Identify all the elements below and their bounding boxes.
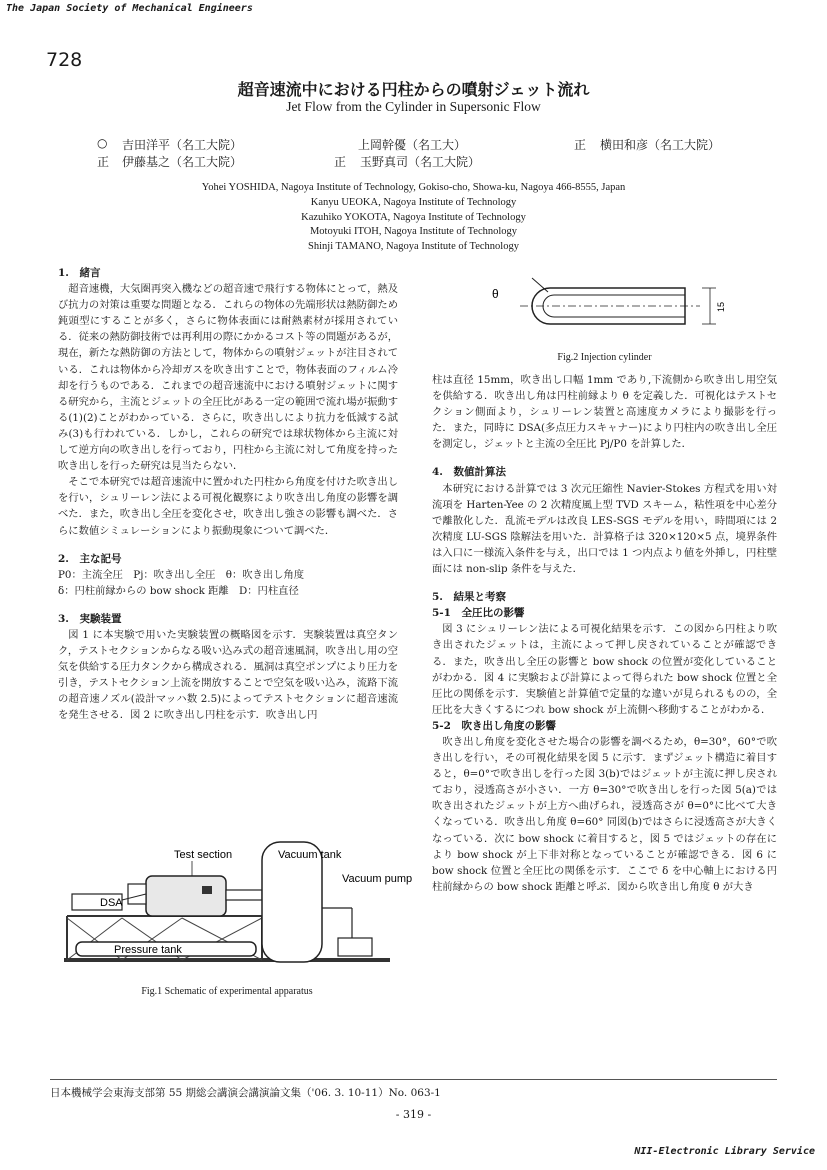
- subsection-heading: 5-2 吹き出し角度の影響: [432, 719, 556, 732]
- author-name: 吉田洋平（名工大院）: [122, 138, 243, 152]
- affiliations: [0, 181, 827, 255]
- label-pressure-tank: Pressure tank: [114, 944, 182, 956]
- author-name: 玉野真司（名工大院）: [360, 155, 481, 169]
- label-diameter: 15: [716, 301, 726, 312]
- author-name: 伊藤基之（名工大院）: [122, 155, 243, 169]
- apparatus-paragraph: 図 1 に本実験で用いた実験装置の概略図を示す．実験装置は真空タンク，テストセクションからなる吸い込み式の超音速風洞，吹き出し用の空気を供給する圧力タンクから構成される．風洞は真空ポンプにより圧力を引き，テストセクション上流を開放することで空気を吸い込み，流路下流の超音速ノズル(設計マッハ数 2.5)によってテストセクションに超音速流を発生させる．図 2 に吹き出し円柱を示す．吹き出し円: [58, 628, 398, 722]
- duct: [226, 890, 262, 900]
- label-vacuum-pump: Vacuum pump: [342, 873, 413, 885]
- author-mark: ○: [97, 136, 108, 150]
- footer-rule: [50, 1079, 777, 1080]
- footer-proceedings: 日本機械学会東海支部第 55 期総会講演会講演論文集（'06. 3. 10-11）No. 063-1: [50, 1087, 441, 1099]
- left-column: [58, 265, 398, 724]
- section-heading: 3. 実験装置: [58, 612, 122, 625]
- author-name: 横田和彦（名工大院）: [600, 138, 721, 152]
- affiliation-line: Kazuhiko YOKOTA, Nagoya Institute of Technology: [301, 211, 526, 223]
- jet-outlet-line: [532, 278, 548, 292]
- affiliation-line: Motoyuki ITOH, Nagoya Institute of Technology: [309, 226, 518, 238]
- title-japanese: 超音速流中における円柱からの噴射ジェット流れ: [237, 80, 590, 99]
- label-dsa: DSA: [100, 897, 123, 909]
- apparatus-paragraph-continued: 柱は直径 15mm，吹き出し口幅 1mm であり,下流側から吹き出し用空気を供給する．吹き出し角は円柱前縁より θ を定義した．可視化はテストセクション側面より，シュリーレン装置と高速度カメラにより撮影を行った．また，同時に DSA(多点圧力スキャナー)により円柱内の吹き出し全圧を測定し，ジェットと主流の全圧比 Pj/P0 を計算した．: [432, 374, 777, 451]
- affiliation-line: Yohei YOSHIDA, Nagoya Institute of Technology, Gokiso-cho, Showa-ku, Nagoya 466-8555, Japan: [201, 182, 626, 193]
- page-number: - 319 -: [395, 1108, 432, 1121]
- nozzle-block: [128, 884, 146, 904]
- section-heading: 5. 結果と考察: [432, 591, 506, 604]
- figure-2-injection-cylinder: [480, 268, 740, 340]
- affiliation-line: Kanyu UEOKA, Nagoya Institute of Technology: [310, 196, 517, 208]
- service-footer: NII-Electronic Library Service: [634, 1146, 815, 1157]
- intro-paragraph: 超音速機，大気圏再突入機などの超音速で飛行する物体にとって，熱及び抗力の対策は重要な問題となる．これらの物体の先端形状は熱防御ため鈍頭型にすることが多く，さらに物体表面には耐熱素材が採用されている．従来の熱防御技術では再利用の際にかかるコスト等の問題があるが，現在，新たな熱防御の方法として，物体からの噴射ジェットが注目されている．これは物体から冷却ガスを吹き出すことで，物体表面のフィルム冷却を行うものである．これまでの超音速流中における噴射ジェットに関する研究から，主流とジェットの全圧比がある一定の範囲で流れ場が振動する(1)(2)ことがわかっている．さらに，吹き出しにより抗力を低減する試み(3)も行われている．しかし，これらの研究では球状物体から主流に対して逆方向の吹き出しを行っており，円柱から主流に対して角度を持った吹き出しを行った研究は見当たらない．: [58, 283, 398, 473]
- section-heading: 4. 数値計算法: [432, 466, 506, 479]
- figure-1-caption: Fig.1 Schematic of experimental apparatus: [141, 986, 313, 997]
- intro-paragraph: そこで本研究では超音速流中に置かれた円柱から角度を付けた吹き出しを行い，シュリーレン法による可視化観察により吹き出し角度の影響を調べた．また，吹き出し全圧を変化させ，吹き出し強さの影響も調べた．さらに数値シミュレーションにより振動現象について調べた．: [58, 476, 398, 537]
- figure-2-caption: Fig.2 Injection cylinder: [557, 352, 652, 363]
- label-test-section: Test section: [174, 849, 233, 861]
- symbols-line: δ：円柱前縁からの bow shock 距離 D：円柱直径: [58, 584, 299, 597]
- author-name: 上岡幹優（名工大）: [358, 138, 467, 152]
- test-section: [146, 876, 226, 916]
- symbols-line: P0：主流全圧 Pj：吹き出し全圧 θ：吹き出し角度: [58, 568, 305, 581]
- test-section-window: [202, 886, 212, 894]
- results-paragraph: 吹き出し角度を変化させた場合の影響を調べるため，θ=30°，60°で吹き出しを行い，その可視化結果を図 5 に示す．まずジェット構造に着目すると，θ=0°で吹き出しを行った図 3(b)ではジェットが主流に押し戻されており，浸透高さが小さい．一方 θ=30°で吹き出しを行った図 5(a)では吹き出されたジェットが上方へ曲げられ，浸透高さが θ=0°に比べて大きくなっている．吹き出し角度 θ=60° 同図(b)ではさらに浸透高さが大きくなっている．次に bow shock に着目すると，図 5 ではジェットの存在により bow shock が上下非対称となっていることが確認できる．図 6 に bow shock 位置と全圧比の関係を示す．ここで δ を中心軸上における円柱前縁からの bow shock 距離と呼ぶ．図から吹き出し角度 θ が大き: [432, 735, 777, 893]
- section-heading: 2. 主な記号: [58, 552, 122, 565]
- title-english: Jet Flow from the Cylinder in Supersonic Flow: [286, 99, 541, 114]
- paper-number: 728: [46, 49, 83, 71]
- vacuum-pump: [338, 938, 372, 956]
- frame-base: [64, 958, 390, 962]
- author-mark: 正: [334, 155, 347, 169]
- section-heading: 1. 緒言: [58, 267, 101, 279]
- label-vacuum-tank: Vacuum tank: [278, 849, 342, 861]
- affiliation-line: Shinji TAMANO, Nagoya Institute of Technology: [308, 241, 519, 253]
- right-column: [432, 372, 777, 895]
- author-mark: 正: [97, 155, 110, 169]
- numerical-paragraph: 本研究における計算では 3 次元圧縮性 Navier-Stokes 方程式を用い対流項を Harten-Yee の 2 次精度風上型 TVD スキーム，粘性項を中心差分で離散化した．乱流モデルは改良 LES-SGS モデルを用い，時間項には 2 次精度 LU-SGS 陰解法を用いた．計算格子は 320×120×5 点，境界条件は入口に一様流入条件を与え，出口では 1 つ内点より値を外挿し，円柱壁面には non-slip 条件を与えた．: [432, 482, 777, 576]
- society-header: The Japan Society of Mechanical Engineers: [6, 3, 253, 14]
- label-theta: θ: [492, 287, 499, 301]
- subsection-heading: 5-1 全圧比の影響: [432, 607, 525, 620]
- author-mark: 正: [574, 138, 587, 152]
- figure-1-schematic: [62, 838, 413, 978]
- results-paragraph: 図 3 にシュリーレン法による可視化結果を示す．この図から円柱より吹き出されたジェットは，主流によって押し戻されていることが確認できる．また，吹き出し全圧の影響と bow shock の位置が変化していることがわかる．図 4 に実験および計算によって得られた bow shock 位置と全圧比の関係を示す．実験値と計算値で定量的な違いが見られるものの，全圧比を大きくするにつれ bow shock が上流側へ移動することがわかる．: [432, 623, 777, 716]
